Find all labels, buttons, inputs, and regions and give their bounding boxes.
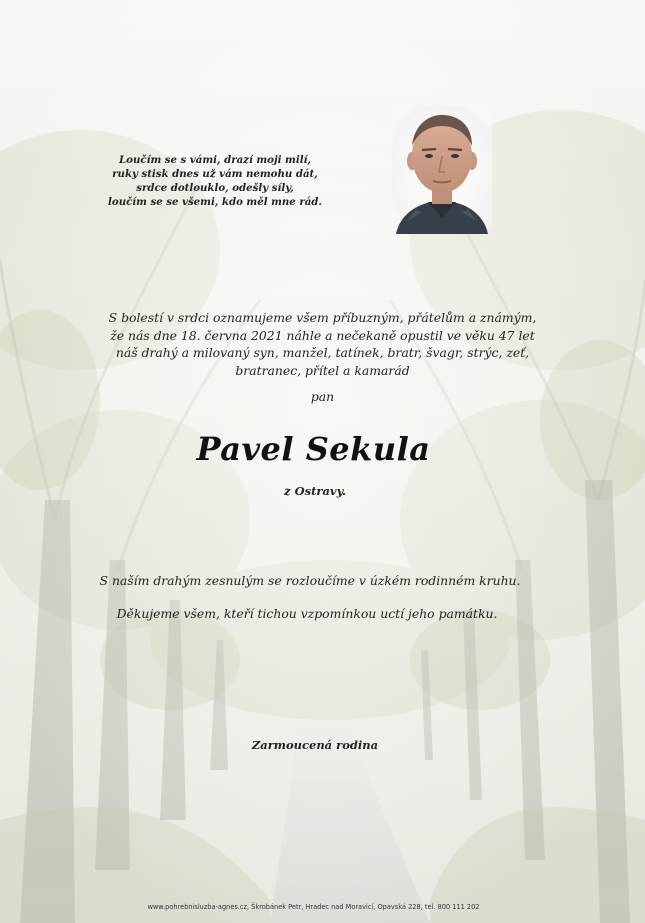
honorific: pan [310, 389, 335, 404]
family-signature: Zarmoucená rodina [251, 738, 379, 752]
announcement-line: náš drahý a milovaný syn, manžel, tatínek, bratr, švagr, strýc, zeť, [115, 345, 530, 360]
hometown: z Ostravy. [284, 484, 346, 498]
farewell-poem [90, 153, 340, 209]
farewell-note: S naším drahým zesnulým se rozloučíme v úzkém rodinném kruhu. [99, 573, 521, 588]
poem-line: ruky stisk dnes už vám nemohu dát, [112, 168, 318, 180]
announcement-line: S bolestí v srdci oznamujeme všem příbuzným, přátelům a známým, [108, 310, 537, 325]
poem-line: loučím se se všemi, kdo měl mne rád. [108, 196, 322, 208]
thanks-note: Děkujeme všem, kteří tichou vzpomínkou uctí jeho památku. [116, 606, 498, 621]
announcement-text [60, 309, 585, 379]
portrait-photo [392, 106, 492, 234]
deceased-name: Pavel Sekula [196, 430, 431, 468]
announcement-line: že nás dne 18. června 2021 náhle a nečekaně opustil ve věku 47 let [110, 327, 535, 343]
funeral-service-footer: www.pohrebnisluzba-agnes.cz, Škrobánek Petr, Hradec nad Moravicí, Opavská 228, tel. 800 111 202 [147, 903, 480, 911]
poem-line: srdce dotlouklo, odešly síly, [136, 182, 294, 194]
poem-line: Loučím se s vámi, drazí moji milí, [119, 154, 311, 166]
announcement-line: bratranec, přítel a kamarád [235, 362, 410, 378]
